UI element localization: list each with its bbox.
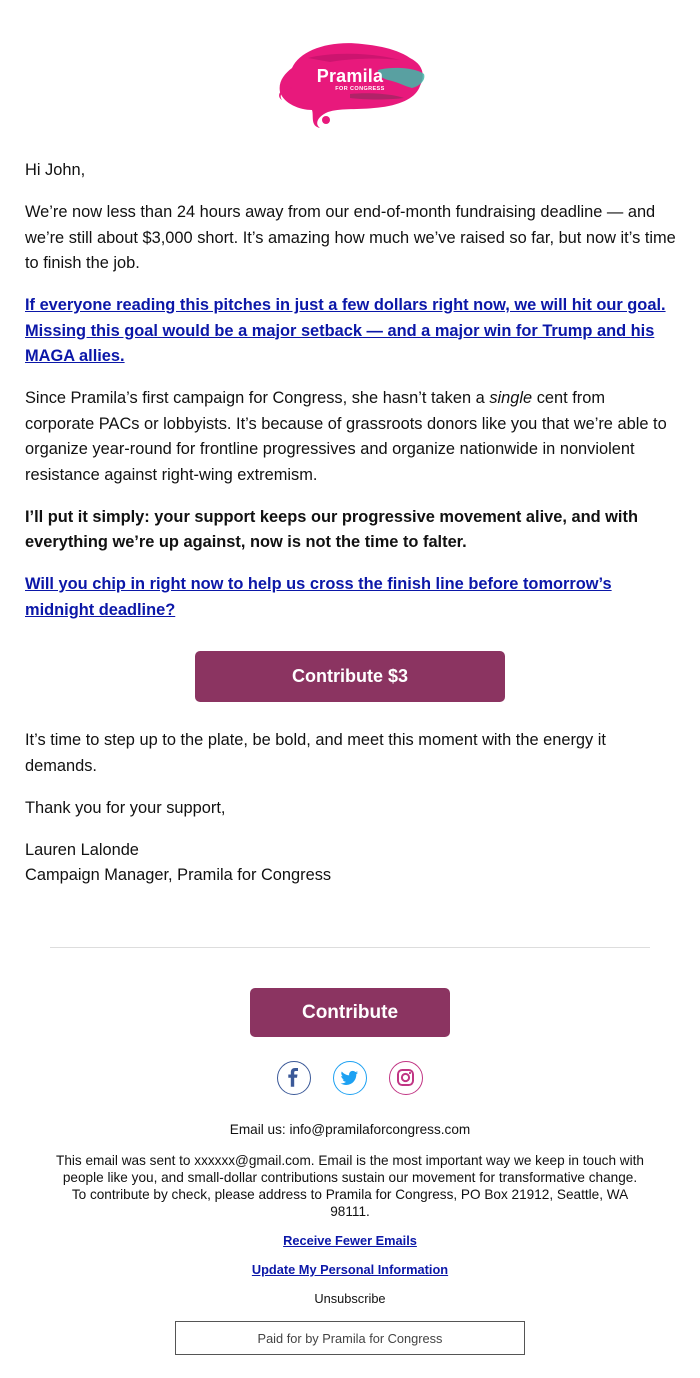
unsubscribe-link[interactable]: Unsubscribe: [314, 1291, 386, 1306]
paragraph-step-up: It’s time to step up to the plate, be bold, and meet this moment with the energy it demands.: [25, 731, 606, 775]
paragraph-support: I’ll put it simply: your support keeps our progressive movement alive, and with everything we’re up against, now is not the time to falter.: [25, 507, 638, 551]
contribute-3-button[interactable]: Contribute $3: [195, 651, 505, 702]
paragraph-grassroots: [25, 386, 677, 488]
footer-divider: [50, 947, 650, 948]
logo-subtitle: FOR CONGRESS: [335, 86, 385, 92]
update-info-link[interactable]: Update My Personal Information: [251, 1262, 449, 1277]
paid-for-disclaimer: Paid for by Pramila for Congress: [175, 1321, 525, 1355]
signature-name: Lauren Lalonde: [25, 840, 139, 859]
receive-fewer-emails-link[interactable]: Receive Fewer Emails: [283, 1233, 417, 1248]
twitter-icon[interactable]: [333, 1061, 367, 1095]
facebook-icon[interactable]: [277, 1061, 311, 1095]
emphasis-single: single: [489, 389, 533, 407]
paragraph-deadline: We’re now less than 24 hours away from our end-of-month fundraising deadline — and we’re still about $3,000 short. It’s amazing how much we’ve raised so far, but now it’s time to finish the job.: [25, 203, 676, 272]
paragraph-grassroots-text-end: cent from corporate PACs or lobbyists. It’s because of grassroots donors like you that we’re able to organize year-round for frontline progressives and organize nationwide in nonviolent resistance against right-wing extremism.: [25, 389, 667, 484]
greeting: Hi John,: [25, 161, 86, 179]
paragraph-grassroots-text-start: Since Pramila’s first campaign for Congress, she hasn’t taken a: [25, 389, 490, 407]
email-closing: [25, 728, 677, 889]
footer-email: Email us: info@pramilaforcongress.com: [229, 1122, 471, 1137]
logo-wordmark: Pramila: [316, 66, 384, 86]
footer-contribute-button[interactable]: Contribute: [250, 988, 450, 1037]
donate-link-goal[interactable]: If everyone reading this pitches in just a few dollars right now, we will hit our goal. Missing this goal would be a major setback — and a major win for Trump and his MAGA allies.: [25, 296, 666, 365]
footer-disclaimer: This email was sent to xxxxxx@gmail.com. Email is the most important way we keep in touch with people like you, and small-dollar contributions sustain our movement for transformative change. To contribute by check, please address to Pramila for Congress, PO Box 21912, Seattle, WA 98111.: [56, 1153, 644, 1219]
donate-link-deadline[interactable]: Will you chip in right now to help us cross the finish line before tomorrow’s midnight deadline?: [25, 575, 612, 619]
campaign-logo[interactable]: [270, 28, 430, 136]
signature-title: Campaign Manager, Pramila for Congress: [25, 866, 332, 884]
instagram-icon[interactable]: [389, 1061, 423, 1095]
closing-line: Thank you for your support,: [25, 798, 226, 817]
email-body: [25, 158, 677, 640]
